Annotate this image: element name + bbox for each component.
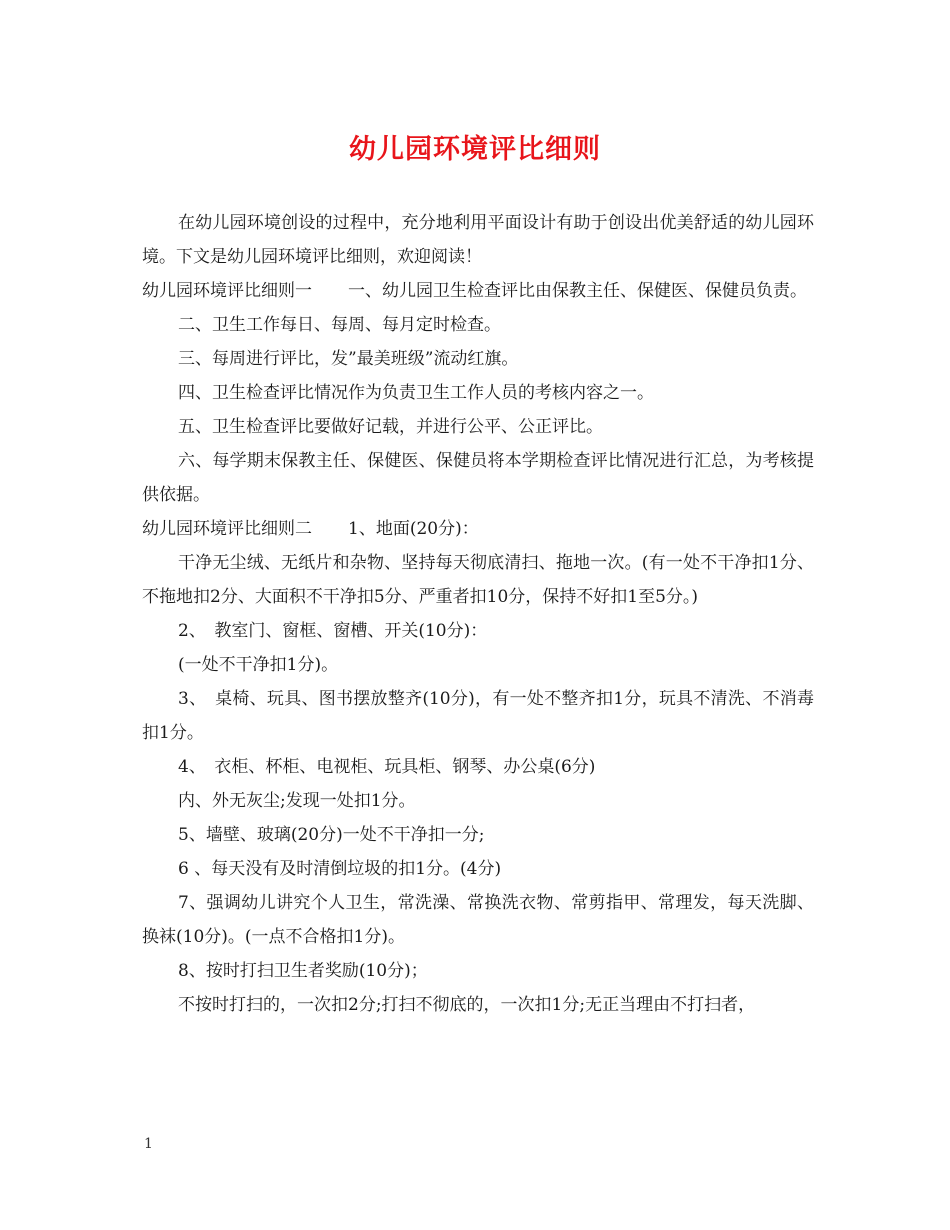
section-1-item: 五、卫生检查评比要做好记载，并进行公平、公正评比。 [178, 417, 603, 437]
section-1-first-item: 一、幼儿园卫生检查评比由保教主任、保健医、保健员负责。 [348, 281, 807, 301]
section-2-first-item: 1、地面(20分)： [348, 519, 479, 539]
section-2-item: 干净无尘绒、无纸片和杂物、坚持每天彻底清扫、拖地一次。(有一处不干净扣1分、不拖地扣2分、大面积不干净扣5分、严重者扣10分，保持不好扣1至5分。) [142, 553, 814, 607]
section-2-heading: 幼儿园环境评比细则二 [142, 519, 312, 539]
page-title: 幼儿园环境评比细则 [349, 134, 601, 165]
section-1-heading: 幼儿园环境评比细则一 [142, 281, 312, 301]
section-2-item: 3、 桌椅、玩具、图书摆放整齐(10分)，有一处不整齐扣1分，玩具不清洗、不消毒扣1分。 [142, 689, 814, 743]
section-2-item: 4、 衣柜、杯柜、电视柜、玩具柜、钢琴、办公桌(6分) [178, 757, 596, 777]
page-number: 1 [144, 1136, 153, 1152]
section-2-item: 内、外无灰尘;发现一处扣1分。 [178, 791, 416, 811]
section-2-item: 5、墙壁、玻璃(20分)一处不干净扣一分; [178, 825, 485, 845]
document-body [142, 206, 814, 1022]
section-2-item: 6 、每天没有及时清倒垃圾的扣1分。(4分) [178, 859, 502, 879]
section-1-item: 三、每周进行评比，发”最美班级”流动红旗。 [178, 349, 519, 369]
section-1-item: 四、卫生检查评比情况作为负责卫生工作人员的考核内容之一。 [178, 383, 654, 403]
section-2-item: 7、强调幼儿讲究个人卫生，常洗澡、常换洗衣物、常剪指甲、常理发，每天洗脚、换袜(10分)。(一点不合格扣1分)。 [142, 893, 814, 947]
section-2-item: 8、按时打扫卫生者奖励(10分)； [178, 961, 428, 981]
section-2-item: 2、 教室门、窗框、窗槽、开关(10分)： [178, 621, 488, 641]
section-1-item: 二、卫生工作每日、每周、每月定时检查。 [178, 315, 501, 335]
section-1-item: 六、每学期末保教主任、保健医、保健员将本学期检查评比情况进行汇总，为考核提供依据。 [142, 451, 814, 505]
section-2-item: (一处不干净扣1分)。 [178, 655, 339, 675]
section-1-line [142, 274, 814, 308]
intro-paragraph: 在幼儿园环境创设的过程中，充分地利用平面设计有助于创设出优美舒适的幼儿园环境。下文是幼儿园环境评比细则，欢迎阅读！ [142, 213, 814, 267]
section-2-item: 不按时打扫的，一次扣2分;打扫不彻底的，一次扣1分;无正当理由不打扫者， [178, 995, 756, 1015]
section-2-line [142, 512, 814, 546]
